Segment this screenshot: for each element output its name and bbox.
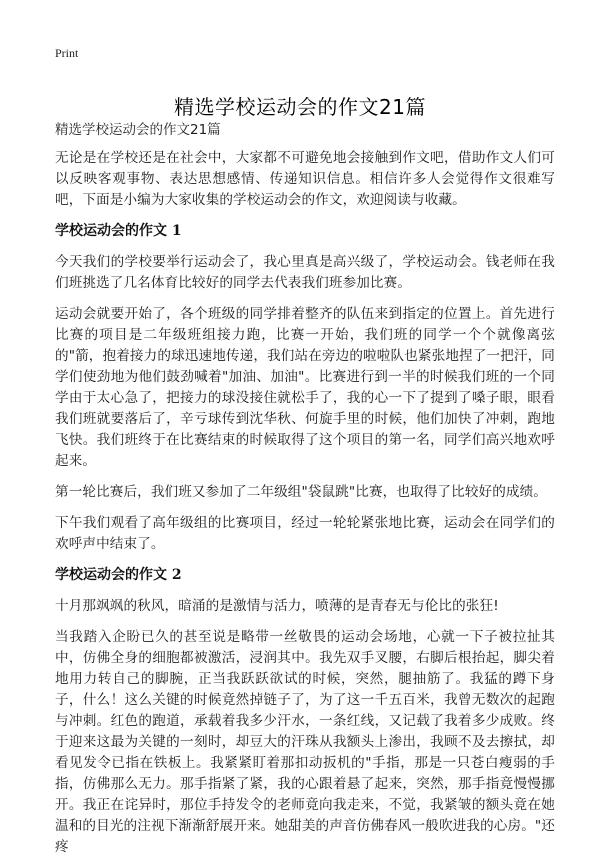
section-heading-2: 学校运动会的作文 2 <box>55 567 182 583</box>
section-heading-1: 学校运动会的作文 1 <box>55 223 182 239</box>
paragraph: 下午我们观看了高年级组的比赛项目，经过一轮轮紧张地比赛，运动会在同学们的欢呼声中结束了。 <box>55 515 555 552</box>
document-title: 精选学校运动会的作文21篇 <box>174 95 426 120</box>
intro-paragraph: 无论是在学校还是在社会中，大家都不可避免地会接触到作文吧，借助作文人们可以反映客观事物、表达思想感情、传递知识信息。相信许多人会觉得作文很难写吧，下面是小编为大家收集的学校运动会的作文，欢迎阅读与收藏。 <box>55 150 555 208</box>
paragraph: 第一轮比赛后，我们班又参加了二年级组"袋鼠跳"比赛，也取得了比较好的成绩。 <box>55 484 547 500</box>
paragraph: 当我踏入企盼已久的甚至说是略带一丝敬畏的运动会场地，心就一下子被拉扯其中，仿佛全身的细胞都被激活，浸润其中。我先双手叉腰，右脚后根抬起，脚尖着地用力转自己的脚腕，正当我跃跃欲试的时候，突然，腿抽筋了。我猛的蹲下身子，什么！这么关键的时候竟然掉链子了，为了这一千五百米，我曾无数次的起跑与冲刺。红色的跑道，承载着我多少汗水，一条红线，又记载了我着多少成败。终于迎来这最为关键的一刻时，却豆大的汗珠从我额头上渗出，我顾不及去擦拭，却看见发令已指在铁板上。我紧紧盯着那扣动扳机的"手指，那是一只苍白瘦弱的手指，仿佛那么无力。那手指紧了紧，我的心跟着悬了起来，突然，那手指竟慢慢挪开。我正在诧异时，那位手持发令的老师竟向我走来，不觉，我紧皱的额头竟在她温和的目光的注视下渐渐舒展开来。她甜美的声音仿佛春风一般吹进我的心房。"还疼 <box>55 629 555 855</box>
paragraph: 运动会就要开始了，各个班级的同学排着整齐的队伍来到指定的位置上。首先进行比赛的项目是二年级班组接力跑，比赛一开始，我们班的同学一个个就像离弦的"箭，抱着接力的球迅速地传递，我们站在旁边的啦啦队也紧张地捏了一把汗，同学们使劲地为他们鼓劲喊着"加油、加油"。比赛进行到一半的时候我们班的一个同学由于太心急了，把接力的球没接住就松手了，我的心一下了提到了嗓子眼，眼看我们班就要落后了，辛亏球传到沈华秋、何旋手里的时候，他们加快了冲刺，跑地飞快。我们班终于在比赛结束的时候取得了这个项目的第一名，同学们高兴地欢呼起来。 <box>55 306 555 469</box>
document-subtitle: 精选学校运动会的作文21篇 <box>55 122 221 138</box>
document-body <box>55 148 555 868</box>
paragraph: 十月那飒飒的秋风，暗涌的是激情与活力，喷薄的是青春无与伦比的张狂! <box>55 598 499 614</box>
print-link[interactable]: Print <box>55 46 79 60</box>
paragraph: 今天我们的学校要举行运动会了，我心里真是高兴级了，学校运动会。钱老师在我们班挑选了几名体育比较好的同学去代表我们班参加比赛。 <box>55 254 555 291</box>
